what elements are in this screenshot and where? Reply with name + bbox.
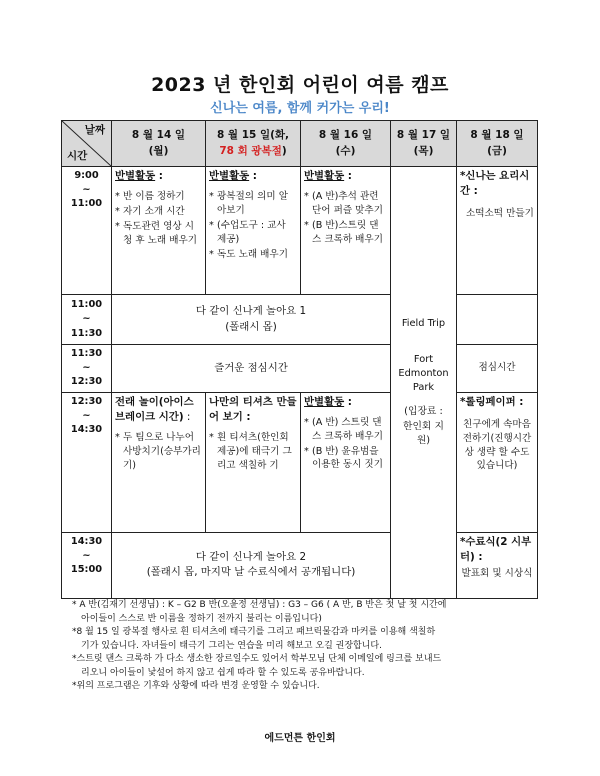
colon: : [249,170,257,182]
time-start: 11:30 [70,348,103,359]
notes [72,599,542,694]
list-item [209,219,297,247]
page-subtitle: 신나는 여름, 함께 커가는 우리! [210,101,390,116]
row-1100 [62,295,538,345]
activity-list [209,431,297,473]
field-trip-place: Fort Edmonton Park [398,353,449,394]
note-line: *위의 프로그램은 기후와 상황에 따라 변경 운영할 수 있습니다. [72,681,320,691]
time-tilde: ~ [82,409,91,421]
header-aug14-date: 8 월 14 일 [131,129,186,142]
header-aug15 [206,121,301,167]
activity-list [115,190,202,248]
page-title: 2023 년 한인회 어린이 여름 캠프 [151,74,449,96]
time-tilde: ~ [82,313,91,325]
header-aug15-holiday: 78 회 광복절 [219,144,282,157]
note-line: 기가 있습니다. 자녀들이 태극기 그리는 연습을 미리 해보고 오길 권장합니다. [81,640,382,651]
row-1130 [62,345,538,393]
cell-aug15-pm [206,392,301,532]
header-aug18 [457,121,538,167]
time-end: 12:30 [70,376,103,388]
colon: : [155,170,163,182]
cell-aug14-pm [112,392,206,532]
activity-title: 반별활동 [209,170,250,182]
cell-aug18-1430 [457,532,538,598]
header-aug17-date: 8 월 17 일 [396,129,451,142]
play-line1: 다 같이 신나게 놀아요 2 [195,551,307,564]
colon: : [344,395,352,408]
time-cell-1230 [62,392,112,532]
list-item: * 독도관련 영상 시청 후 노래 배우기 [115,220,202,248]
time-end: 11:00 [70,198,103,210]
time-label: 시간 [67,149,88,162]
cell-aug14-am [112,167,206,295]
time-start: 12:30 [70,395,103,407]
time-cell-1430 [62,532,112,598]
activity-text: 친구에게 속마음 전하기(진행시간 상 생략 할 수도 있습니다) [462,418,532,472]
note-line: *스트릿 댄스 크록하 가 다소 생소한 장르일수도 있어서 학부모님 단체 이메일에 링크를 보내드 [72,654,442,664]
time-cell-1130 [62,345,112,393]
list-item-text: (수업도구 : 교사 제공) [217,219,286,245]
activity-title: 전래 놀이(아이스 브레이크 시간) [115,395,194,423]
activity-title: *롤링페이퍼 : [460,395,524,408]
list-item: * 독도 노래 배우기 [209,248,297,262]
time-start: 11:00 [70,299,103,311]
activity-list [115,431,202,473]
header-aug16-date: 8 월 16 일 [318,129,373,142]
activity-title: 반별활동 [304,395,345,408]
header-aug16-day: (수) [335,144,356,157]
play-line2: (폴래시 몹, 마지막 날 수료식에서 공개됩니다) [146,566,356,579]
list-item: * 광복절의 의미 알아보기 [209,190,297,218]
row-1230 [62,392,538,532]
play-together-1 [112,295,391,345]
note-line: 리오니 아이들이 낯설어 하지 않고 쉽게 따라 할 수 있도록 공유바랍니다. [81,667,365,678]
cell-aug16-pm [301,392,391,532]
activity-text: 소떡소떡 만들기 [466,208,534,220]
play-line1: 다 같이 신나게 놀아요 1 [195,305,307,318]
cell-aug15-am [206,167,301,295]
time-cell-0900 [62,167,112,295]
time-start: 14:30 [70,535,103,547]
activity-list [209,190,297,262]
cell-aug18-1100 [457,295,538,345]
activity-title: 반별활동 [115,170,156,182]
activity-list [304,190,387,247]
header-aug18-date: 8 월 18 일 [470,129,524,142]
cell-aug16-am [301,167,391,295]
lunch-cell: 즐거운 점심시간 [112,345,391,393]
field-trip-title: Field Trip [401,317,446,329]
list-item: * 자기 소개 시간 [115,205,202,219]
list-item: * 반 이름 정하기 [115,190,202,204]
time-tilde: ~ [82,184,91,196]
activity-list [304,416,387,473]
time-end: 11:30 [70,327,103,339]
time-end: 14:30 [70,424,103,436]
colon: : [183,410,191,423]
time-end: 15:00 [70,564,103,576]
header-aug14-day: (월) [148,144,169,157]
header-row [62,121,538,167]
field-trip-note: (입장료 : 한인회 지원) [403,406,444,446]
list-item: * (A 반)추석 관련 단어 퍼즐 맞추기 [304,190,387,218]
row-1430 [62,532,538,598]
activity-title: 반별활동 [304,170,345,182]
activity-title: *수료식(2 시부터) : [460,535,532,563]
activity-title: *신나는 요리시간 : [460,170,530,198]
list-item: * (A 반) 스트릿 댄스 크록하 배우기 [304,416,387,444]
corner-cell [62,121,112,167]
date-label: 날짜 [84,124,105,136]
header-aug17 [391,121,457,167]
note-line: 아이들이 스스로 반 이름을 정하기 전까지 불리는 이름입니다) [81,613,322,624]
list-item: * 흰 티셔츠(한인회 제공)에 태극기 그리고 색칠하 기 [209,431,297,473]
header-aug14 [112,121,206,167]
lunch-fri-cell: 점심시간 [457,345,538,393]
activity-text: 발표회 및 시상식 [461,567,533,579]
play-line2: (폴래시 몹) [225,320,277,333]
note-line: *8 월 15 일 광복절 행사로 흰 티셔츠에 태극기를 그리고 패브릭물감과 마커를 이용해 색칠하 [72,627,436,637]
colon: : [344,170,352,182]
time-tilde: ~ [82,549,91,561]
schedule-table [61,120,538,599]
footer-org: 에드먼튼 한인회 [264,733,336,744]
list-item: * (B 반)스트릿 댄스 크록하 배우기 [304,219,387,247]
header-aug18-day: (금) [487,144,507,157]
play-together-2 [112,532,391,598]
row-0900 [62,167,538,295]
cell-aug18-am [457,167,538,295]
field-trip-cell [391,167,457,599]
time-cell-1100 [62,295,112,345]
header-aug15-close: ) [281,144,287,157]
time-start: 9:00 [74,170,99,181]
activity-title: 나만의 티셔츠 만들어 보기 : [209,395,297,423]
header-aug15-date: 8 월 15 일(화, [216,129,290,142]
header-aug17-day: (목) [413,144,434,157]
cell-aug18-pm [457,392,538,532]
note-line: * A 반(김재기 선생님) : K – G2 B 반(오윤정 선생님) : G3 – G6 ( A 반, B 반은 첫 날 첫 시간에 [72,600,447,610]
list-item: * (B 반) 윤유범을 이용한 동시 짓기 [304,445,387,473]
header-aug16 [301,121,391,167]
list-item: * 두 팀으로 나누어 사방치기(승부가리기) [115,431,202,473]
time-tilde: ~ [82,362,91,374]
